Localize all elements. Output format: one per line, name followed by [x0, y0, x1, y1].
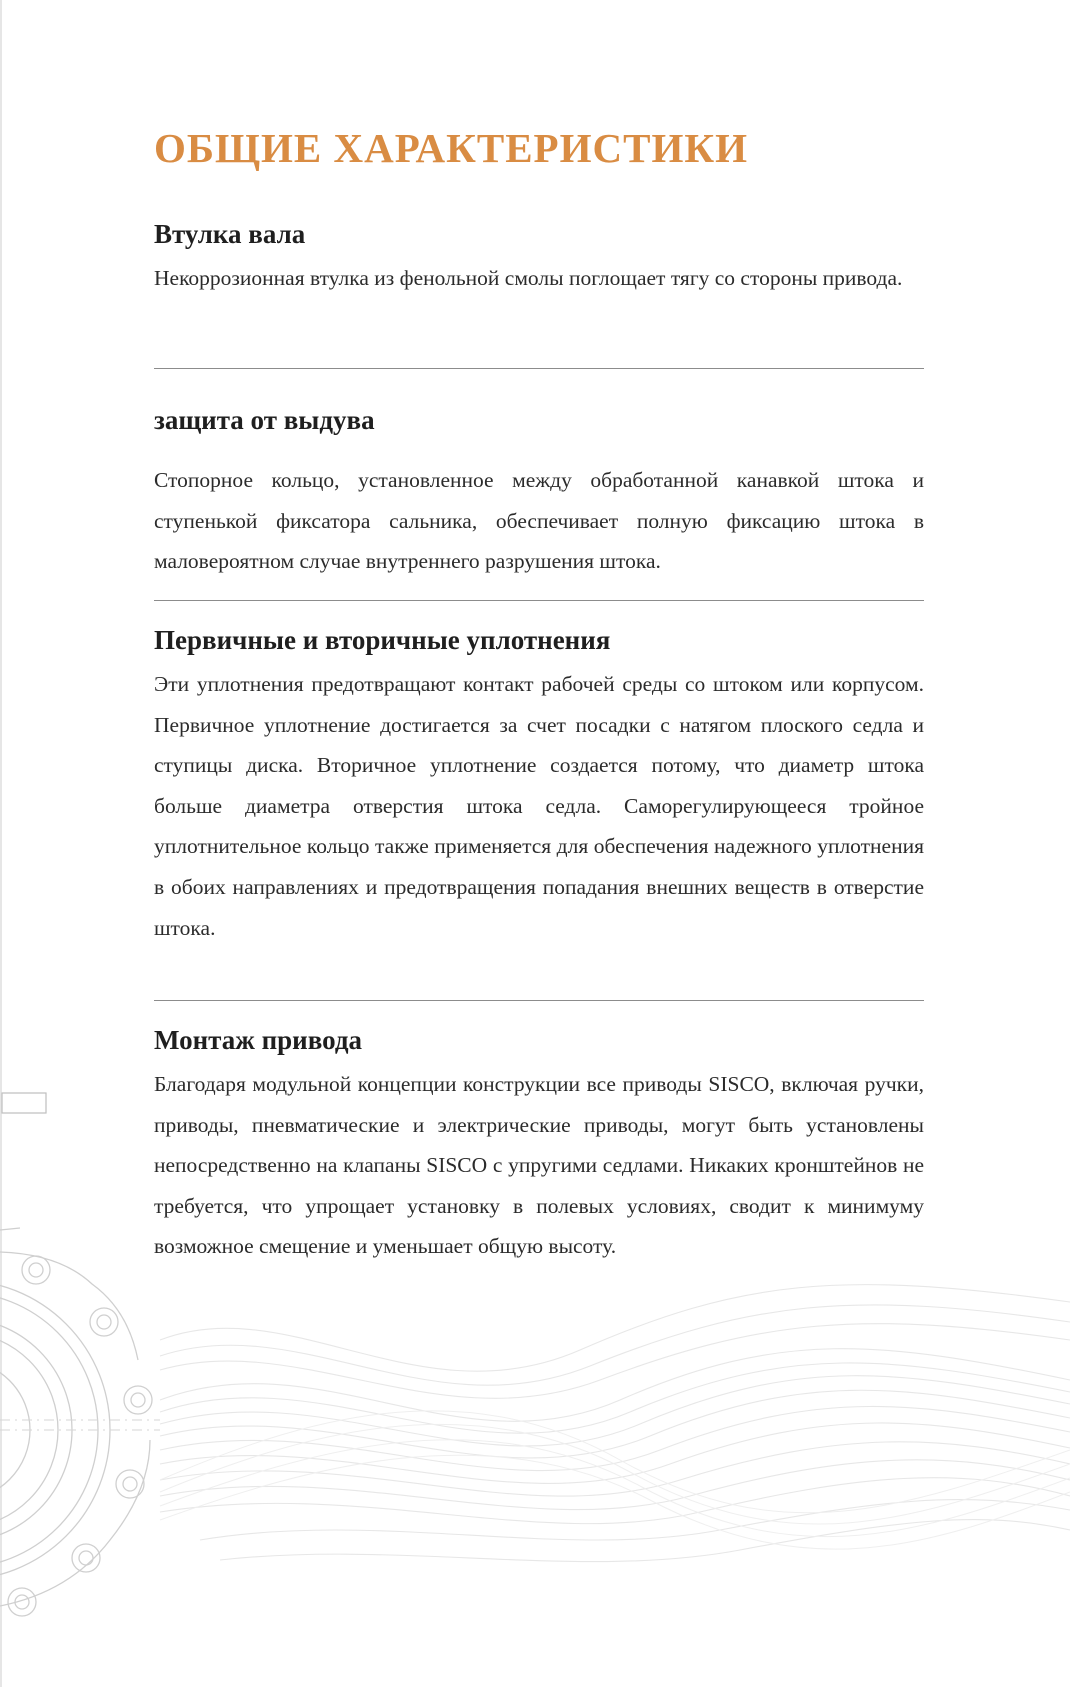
section-body: Благодаря модульной концепции конструкции все приводы SISCO, включая ручки, приводы, пневматические и электрические приводы, могут быть установлены непосредственно на клапаны SISCO с упругими седлами. Никаких кронштейнов не требуется, что упрощает установку в полевых условиях, сводит к минимуму возможное смещение и уменьшает общую высоту.	[154, 1072, 924, 1259]
section-body: Некоррозионная втулка из фенольной смолы поглощает тягу со стороны привода.	[154, 266, 903, 290]
section-body: Стопорное кольцо, установленное между обработанной канавкой штока и ступенькой фиксатора сальника, обеспечивает полную фиксацию штока в маловероятном случае внутреннего разрушения штока.	[154, 468, 924, 574]
section-heading: Первичные и вторичные уплотнения	[154, 625, 611, 655]
section-heading: Монтаж привода	[154, 1025, 363, 1055]
section-heading: Втулка вала	[154, 219, 306, 249]
section-shaft-bushing	[154, 216, 924, 299]
section-body: Эти уплотнения предотвращают контакт рабочей среды со штоком или корпусом. Первичное уплотнение достигается за счет посадки с натягом плоского седла и ступицы диска. Вторичное уплотнение создается потому, что диаметр штока больше диаметра отверстия штока седла. Саморегулирующееся тройное уплотнительное кольцо также применяется для обеспечения надежного уплотнения в обоих направлениях и предотвращения попадания внешних веществ в отверстие штока.	[154, 672, 924, 940]
section-actuator-mounting	[154, 1022, 924, 1267]
page-title: ОБЩИЕ ХАРАКТЕРИСТИКИ	[154, 125, 748, 171]
section-divider	[154, 600, 924, 601]
section-blowout-protection	[154, 402, 924, 582]
section-heading: защита от выдува	[154, 405, 375, 435]
section-primary-secondary-seals	[154, 622, 924, 948]
section-divider	[154, 368, 924, 369]
section-divider	[154, 1000, 924, 1001]
